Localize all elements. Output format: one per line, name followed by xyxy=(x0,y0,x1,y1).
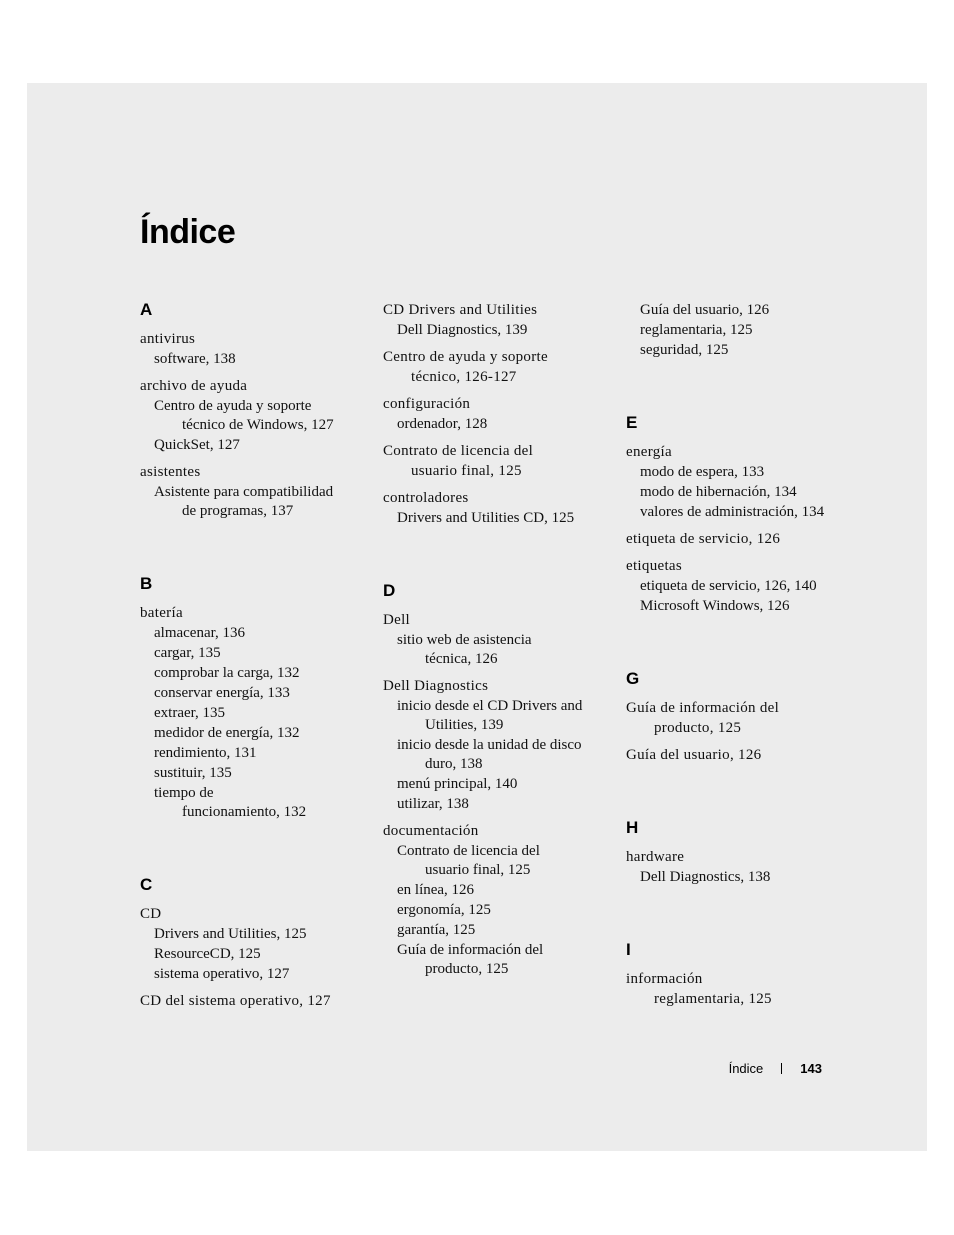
index-subentry-text: conservar energía, 133 xyxy=(154,685,290,701)
index-subentry xyxy=(383,841,613,880)
index-subentry xyxy=(383,630,613,669)
index-subentry-text: extraer, 135 xyxy=(154,705,226,721)
index-column-2 xyxy=(383,300,613,1032)
index-subentry xyxy=(383,774,613,794)
index-term-text: archivo de ayuda xyxy=(140,378,248,394)
index-subentry-continuation: técnico de Windows, 127 xyxy=(182,417,334,433)
index-entry xyxy=(383,441,613,481)
index-letter-heading: H xyxy=(626,818,639,837)
index-entry xyxy=(626,698,856,738)
index-subentry-text: tiempo de xyxy=(154,785,214,801)
index-entry xyxy=(140,462,370,521)
index-term xyxy=(140,376,370,396)
footer-section-label: Índice xyxy=(728,1061,764,1076)
index-subentry-continuation: producto, 125 xyxy=(425,961,509,977)
index-subentry-continuation: usuario final, 125 xyxy=(425,862,531,878)
index-group xyxy=(383,300,613,528)
index-term xyxy=(140,904,370,924)
index-subentry-text: inicio desde la unidad de disco xyxy=(397,737,582,753)
index-term xyxy=(626,698,856,738)
index-subentry xyxy=(383,900,613,920)
index-term xyxy=(626,556,856,576)
index-subentry-continuation: duro, 138 xyxy=(425,756,483,772)
index-subentry-text: Centro de ayuda y soporte xyxy=(154,398,312,414)
index-term-text: batería xyxy=(140,605,183,621)
index-subentry-text: Drivers and Utilities, 125 xyxy=(154,926,307,942)
index-entry xyxy=(626,969,856,1009)
index-subentry xyxy=(140,944,370,964)
index-term xyxy=(626,442,856,462)
index-subentry-text: ResourceCD, 125 xyxy=(154,946,261,962)
index-subentry xyxy=(626,320,856,340)
index-term xyxy=(140,991,370,1011)
index-term xyxy=(626,745,856,765)
index-entry xyxy=(383,394,613,434)
index-term xyxy=(383,610,613,630)
index-subentry-text: ordenador, 128 xyxy=(397,416,488,432)
index-subentry-text: valores de administración, 134 xyxy=(640,504,825,520)
index-subentry xyxy=(383,880,613,900)
index-subentry-continuation: Utilities, 139 xyxy=(425,717,504,733)
index-subentry-continuation: técnica, 126 xyxy=(425,651,498,667)
index-term xyxy=(383,347,613,387)
index-subentry-text: garantía, 125 xyxy=(397,922,476,938)
index-term-text: CD Drivers and Utilities xyxy=(383,302,538,318)
index-letter-heading: B xyxy=(140,574,153,593)
index-group xyxy=(626,669,856,765)
index-subentry-text: inicio desde el CD Drivers and xyxy=(397,698,583,714)
index-letter-heading: E xyxy=(626,413,638,432)
index-entry xyxy=(383,821,613,979)
index-group xyxy=(140,574,370,822)
index-term xyxy=(383,821,613,841)
index-term-text: configuración xyxy=(383,396,471,412)
index-subentry-text: Asistente para compatibilidad xyxy=(154,484,334,500)
index-entry xyxy=(140,376,370,455)
index-term xyxy=(140,462,370,482)
index-group xyxy=(140,300,370,521)
index-subentry xyxy=(383,920,613,940)
index-entry xyxy=(383,347,613,387)
index-column-3 xyxy=(626,300,856,1062)
index-group xyxy=(626,300,856,360)
index-entry xyxy=(626,556,856,616)
index-term xyxy=(383,300,613,320)
index-subentry xyxy=(140,396,370,435)
index-subentry xyxy=(626,462,856,482)
index-entry xyxy=(626,529,856,549)
index-term xyxy=(626,847,856,867)
index-subentry xyxy=(383,940,613,979)
index-subentry xyxy=(140,924,370,944)
page-number: 143 xyxy=(800,1061,822,1076)
index-group xyxy=(383,581,613,979)
index-subentry-text: comprobar la carga, 132 xyxy=(154,665,300,681)
index-term-text: documentación xyxy=(383,823,479,839)
index-subentry xyxy=(140,663,370,683)
index-entry xyxy=(383,610,613,669)
index-term-text: asistentes xyxy=(140,464,201,480)
index-subentry xyxy=(626,300,856,320)
index-entry xyxy=(383,488,613,528)
index-subentry xyxy=(140,683,370,703)
index-entry xyxy=(140,904,370,984)
index-subentry xyxy=(140,743,370,763)
index-term xyxy=(626,969,856,1009)
index-term-continuation: usuario final, 125 xyxy=(411,463,522,479)
index-subentry-text: Drivers and Utilities CD, 125 xyxy=(397,510,575,526)
index-subentry xyxy=(626,340,856,360)
index-subentry xyxy=(140,482,370,521)
index-term-text: etiquetas xyxy=(626,558,683,574)
index-term-text: antivirus xyxy=(140,331,196,347)
index-entry xyxy=(140,329,370,369)
footer-divider xyxy=(781,1063,782,1074)
index-page xyxy=(27,83,927,1151)
index-subentry-text: software, 138 xyxy=(154,351,236,367)
page-title: Índice xyxy=(140,213,236,251)
index-entry xyxy=(626,300,856,360)
index-entry xyxy=(140,603,370,822)
index-group xyxy=(626,413,856,616)
index-entry xyxy=(626,745,856,765)
index-term xyxy=(140,329,370,349)
index-subentry-text: reglamentaria, 125 xyxy=(640,322,753,338)
index-subentry xyxy=(140,964,370,984)
index-term-text: controladores xyxy=(383,490,469,506)
index-entry xyxy=(383,300,613,340)
index-subentry xyxy=(626,502,856,522)
index-subentry xyxy=(626,867,856,887)
index-subentry-text: etiqueta de servicio, 126, 140 xyxy=(640,578,817,594)
index-subentry-text: en línea, 126 xyxy=(397,882,475,898)
index-term-continuation: reglamentaria, 125 xyxy=(654,991,772,1007)
index-subentry xyxy=(140,643,370,663)
index-term-text: Contrato de licencia del xyxy=(383,443,534,459)
index-term-text: CD del sistema operativo, 127 xyxy=(140,993,331,1009)
index-term-text: energía xyxy=(626,444,672,460)
index-term xyxy=(626,529,856,549)
index-subentry-text: ergonomía, 125 xyxy=(397,902,491,918)
index-term-continuation: técnico, 126-127 xyxy=(411,369,517,385)
index-term-text: Dell xyxy=(383,612,411,628)
index-entry xyxy=(626,847,856,887)
index-subentry-text: sitio web de asistencia xyxy=(397,632,532,648)
index-subentry xyxy=(140,435,370,455)
index-subentry-text: Dell Diagnostics, 138 xyxy=(640,869,771,885)
index-term-text: Guía de información del xyxy=(626,700,780,716)
index-subentry-continuation: de programas, 137 xyxy=(182,503,294,519)
index-subentry-text: QuickSet, 127 xyxy=(154,437,240,453)
index-subentry xyxy=(383,696,613,735)
index-term xyxy=(383,441,613,481)
index-term-continuation: producto, 125 xyxy=(654,720,742,736)
index-term-text: información xyxy=(626,971,703,987)
index-term-text: Centro de ayuda y soporte xyxy=(383,349,548,365)
index-subentry-text: seguridad, 125 xyxy=(640,342,729,358)
index-subentry-continuation: funcionamiento, 132 xyxy=(182,804,307,820)
index-term xyxy=(383,488,613,508)
index-subentry xyxy=(140,703,370,723)
index-subentry xyxy=(383,794,613,814)
index-subentry xyxy=(140,623,370,643)
index-subentry xyxy=(626,576,856,596)
index-subentry xyxy=(383,414,613,434)
index-subentry-text: modo de espera, 133 xyxy=(640,464,765,480)
index-entry xyxy=(383,676,613,814)
index-subentry-text: rendimiento, 131 xyxy=(154,745,257,761)
index-subentry xyxy=(383,508,613,528)
index-entry xyxy=(140,991,370,1011)
index-term-text: Guía del usuario, 126 xyxy=(626,747,762,763)
index-group xyxy=(626,818,856,887)
index-subentry xyxy=(140,763,370,783)
index-subentry-text: almacenar, 136 xyxy=(154,625,246,641)
index-term-text: hardware xyxy=(626,849,685,865)
index-group xyxy=(140,875,370,1011)
index-subentry-text: modo de hibernación, 134 xyxy=(640,484,797,500)
index-subentry-text: Contrato de licencia del xyxy=(397,843,540,859)
index-subentry-text: Guía de información del xyxy=(397,942,544,958)
index-term xyxy=(383,394,613,414)
index-letter-heading: I xyxy=(626,940,631,959)
index-subentry-text: Microsoft Windows, 126 xyxy=(640,598,790,614)
index-subentry xyxy=(140,783,370,822)
index-entry xyxy=(626,442,856,522)
page-footer xyxy=(729,1061,822,1076)
index-subentry-text: menú principal, 140 xyxy=(397,776,518,792)
index-subentry-text: sustituir, 135 xyxy=(154,765,232,781)
index-subentry xyxy=(626,482,856,502)
index-subentry-text: medidor de energía, 132 xyxy=(154,725,300,741)
index-subentry-text: Guía del usuario, 126 xyxy=(640,302,770,318)
index-subentry xyxy=(140,723,370,743)
index-term-text: Dell Diagnostics xyxy=(383,678,489,694)
index-letter-heading: G xyxy=(626,669,640,688)
index-term xyxy=(140,603,370,623)
index-subentry-text: utilizar, 138 xyxy=(397,796,469,812)
index-letter-heading: C xyxy=(140,875,153,894)
index-subentry xyxy=(140,349,370,369)
index-subentry xyxy=(626,596,856,616)
index-term xyxy=(383,676,613,696)
index-term-text: etiqueta de servicio, 126 xyxy=(626,531,781,547)
index-subentry-text: cargar, 135 xyxy=(154,645,221,661)
index-term-text: CD xyxy=(140,906,162,922)
index-letter-heading: D xyxy=(383,581,396,600)
index-letter-heading: A xyxy=(140,300,153,319)
index-subentry xyxy=(383,735,613,774)
index-column-1 xyxy=(140,300,370,1064)
index-subentry xyxy=(383,320,613,340)
index-group xyxy=(626,940,856,1009)
index-subentry-text: sistema operativo, 127 xyxy=(154,966,290,982)
index-subentry-text: Dell Diagnostics, 139 xyxy=(397,322,528,338)
